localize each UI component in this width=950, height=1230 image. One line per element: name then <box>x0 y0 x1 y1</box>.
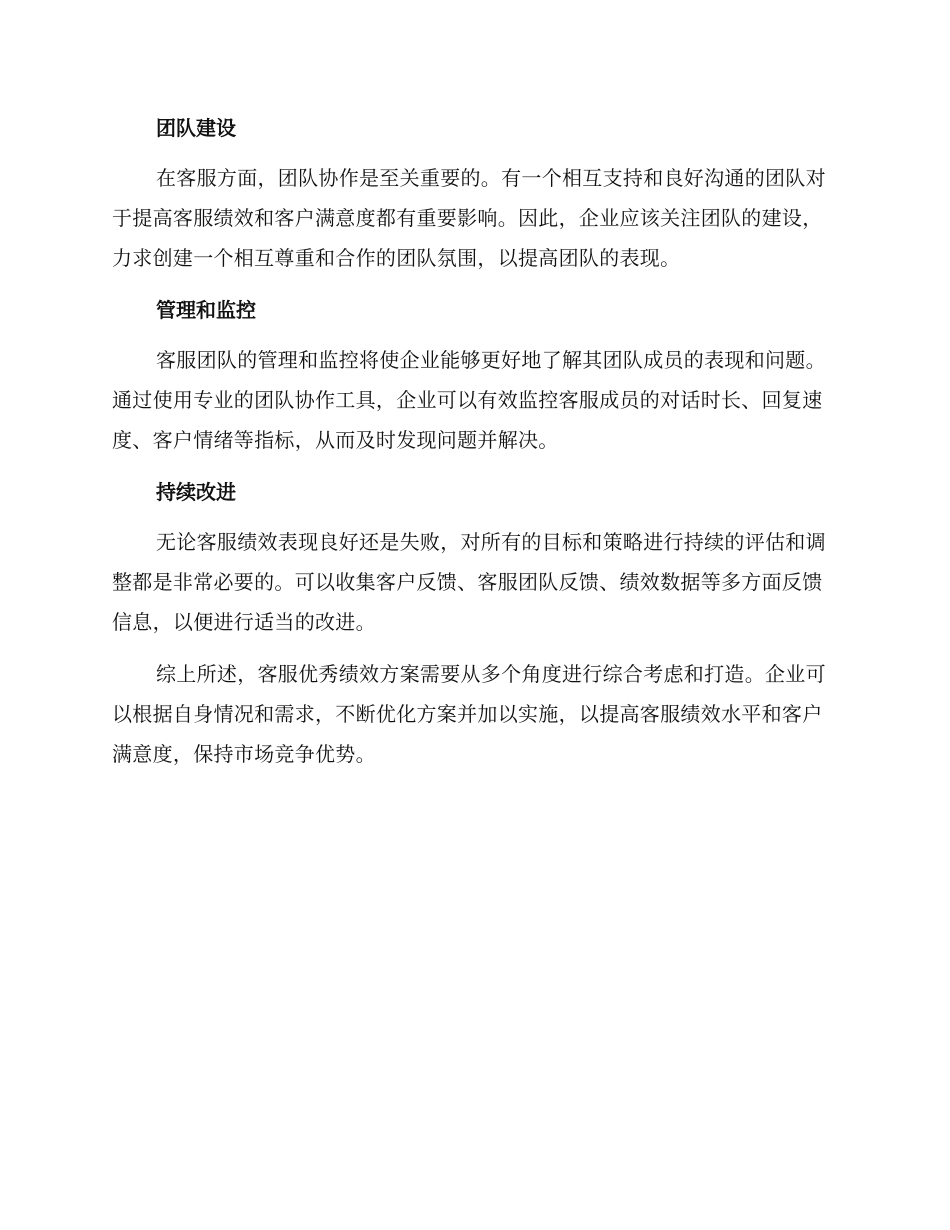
paragraph-team-building: 在客服方面，团队协作是至关重要的。有一个相互支持和良好沟通的团队对于提高客服绩效和客户满意度都有重要影响。因此，企业应该关注团队的建设，力求创建一个相互尊重和合作的团队氛围，以提高团队的表现。 <box>112 166 826 270</box>
section-heading-continuous-improvement: 持续改进 <box>156 480 236 504</box>
section-heading-management-monitoring: 管理和监控 <box>156 298 256 322</box>
paragraph-management-monitoring: 客服团队的管理和监控将使企业能够更好地了解其团队成员的表现和问题。通过使用专业的团队协作工具，企业可以有效监控客服成员的对话时长、回复速度、客户情绪等指标，从而及时发现问题并解决。 <box>112 348 826 452</box>
paragraph-continuous-improvement: 无论客服绩效表现良好还是失败，对所有的目标和策略进行持续的评估和调整都是非常必要的。可以收集客户反馈、客服团队反馈、绩效数据等多方面反馈信息，以便进行适当的改进。 <box>112 530 826 634</box>
paragraph-conclusion: 综上所述，客服优秀绩效方案需要从多个角度进行综合考虑和打造。企业可以根据自身情况和需求，不断优化方案并加以实施，以提高客服绩效水平和客户满意度，保持市场竞争优势。 <box>112 662 826 766</box>
section-heading-team-building: 团队建设 <box>156 116 236 140</box>
document-body <box>112 108 832 786</box>
